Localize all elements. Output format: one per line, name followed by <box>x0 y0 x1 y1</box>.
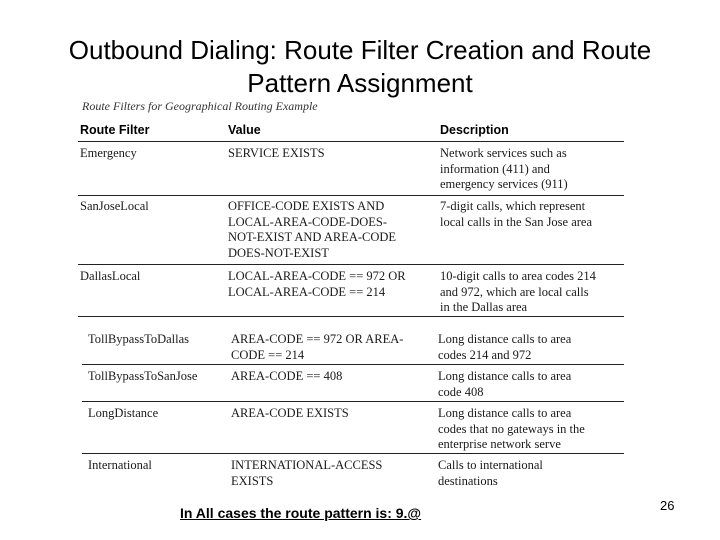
route-filter-table-figure <box>78 99 626 487</box>
cell-line: codes 214 and 972 <box>438 347 532 362</box>
cell-route-filter <box>80 146 137 162</box>
cell-route-filter <box>88 332 189 348</box>
cell-value <box>228 269 406 300</box>
row-divider <box>82 453 624 454</box>
cell-value <box>231 369 342 385</box>
slide-title-line-2: Pattern Assignment <box>247 68 473 98</box>
cell-route-filter <box>80 199 149 215</box>
cell-line: EXISTS <box>231 473 274 487</box>
slide-title <box>20 34 700 100</box>
cell-route-filter <box>88 369 197 385</box>
cell-line: local calls in the San Jose area <box>440 214 593 229</box>
cell-line: SERVICE EXISTS <box>228 146 325 160</box>
cell-line: code 408 <box>438 384 484 399</box>
column-header-value: Value <box>228 123 261 137</box>
route-pattern-footer: In All cases the route pattern is: 9.@ <box>180 505 422 521</box>
page-number: 26 <box>660 498 675 513</box>
cell-route-filter <box>88 406 158 422</box>
cell-line: 10-digit calls to area codes 214 <box>440 269 596 283</box>
cell-description <box>440 146 568 193</box>
row-divider <box>82 401 624 402</box>
cell-line: SanJoseLocal <box>80 199 149 213</box>
cell-line: INTERNATIONAL-ACCESS <box>231 458 383 472</box>
cell-line: codes that no gateways in the <box>438 421 585 436</box>
cell-line: AREA-CODE EXISTS <box>231 406 349 420</box>
row-divider <box>78 316 624 317</box>
column-header-description: Description <box>440 123 509 137</box>
cell-description <box>438 332 571 363</box>
cell-line: enterprise network serve <box>438 437 561 451</box>
cell-line: 7-digit calls, which represent <box>440 199 586 213</box>
cell-line: emergency services (911) <box>440 177 568 191</box>
cell-route-filter <box>80 269 140 285</box>
cell-line: OFFICE-CODE EXISTS AND <box>228 199 385 213</box>
cell-route-filter <box>88 458 152 474</box>
cell-line: Emergency <box>80 146 137 160</box>
cell-value <box>231 458 382 487</box>
cell-line: Calls to international <box>438 458 543 472</box>
cell-line: LongDistance <box>88 406 159 420</box>
table-caption: Route Filters for Geographical Routing Example <box>82 99 318 113</box>
cell-line: AREA-CODE == 972 OR AREA- <box>231 332 404 346</box>
cell-value <box>228 146 325 162</box>
cell-description <box>440 269 596 316</box>
cell-description <box>438 458 543 487</box>
cell-line: Long distance calls to area <box>438 369 572 383</box>
cell-line: DallasLocal <box>80 269 141 283</box>
cell-value <box>228 199 396 261</box>
cell-line: TollBypassToSanJose <box>88 369 198 383</box>
cell-description <box>438 406 585 453</box>
cell-line: in the Dallas area <box>440 300 528 314</box>
cell-line: Long distance calls to area <box>438 406 572 420</box>
row-divider <box>78 264 624 265</box>
cell-line: Network services such as <box>440 146 567 160</box>
cell-line: information (411) and <box>440 161 550 176</box>
cell-description <box>440 199 592 230</box>
row-divider <box>82 364 624 365</box>
cell-value <box>231 406 349 422</box>
column-header-route-filter: Route Filter <box>80 123 150 137</box>
cell-value <box>231 332 403 363</box>
cell-line: and 972, which are local calls <box>440 284 589 299</box>
cell-line: DOES-NOT-EXIST <box>228 245 329 260</box>
cell-line: LOCAL-AREA-CODE == 214 <box>228 284 386 299</box>
cell-line: NOT-EXIST AND AREA-CODE <box>228 230 397 244</box>
cell-line: AREA-CODE == 408 <box>231 369 343 383</box>
header-rule <box>78 141 624 142</box>
row-divider <box>78 195 624 196</box>
cell-line: LOCAL-AREA-CODE-DOES- <box>228 214 388 229</box>
cell-line: TollBypassToDallas <box>88 332 190 346</box>
cell-line: Long distance calls to area <box>438 332 572 346</box>
cell-line: International <box>88 458 152 472</box>
cell-line: destinations <box>438 473 498 487</box>
slide-title-line-1: Outbound Dialing: Route Filter Creation and Route <box>68 35 652 65</box>
cell-line: CODE == 214 <box>231 347 305 362</box>
cell-description <box>438 369 571 400</box>
cell-line: LOCAL-AREA-CODE == 972 OR <box>228 269 406 283</box>
